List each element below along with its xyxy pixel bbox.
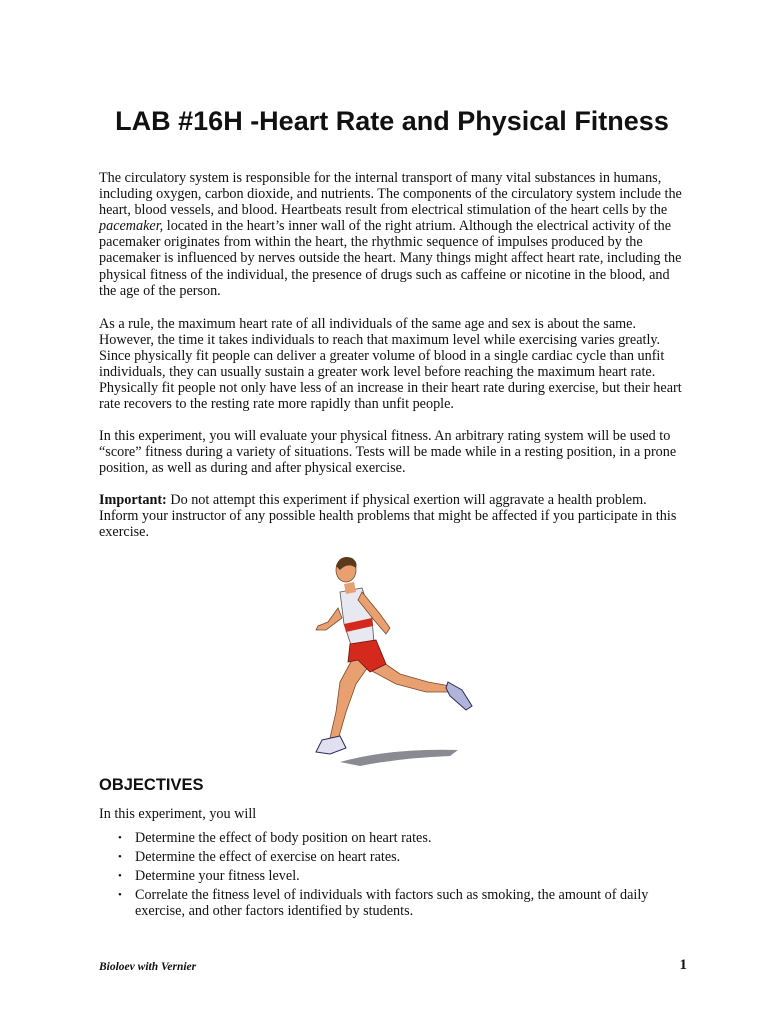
list-item: • Determine the effect of body position on heart rates. [118,830,690,846]
important-notice [99,492,689,540]
runner-neck [344,582,356,594]
page-title: LAB #16H -Heart Rate and Physical Fitness [115,106,669,136]
intro-text-start: The circulatory system is responsible for the internal transport of many vital substances in humans, including oxygen, carbon dioxide, and nutrients. The components of the circulatory system include the heart, blood vessels, and blood. Heartbeats result from electrical stimulation of the heart cells by the [99,170,682,219]
list-item: • Determine the effect of exercise on heart rates. [118,849,690,865]
runner-illustration [300,552,480,772]
experiment-paragraph: In this experiment, you will evaluate your physical fitness. An arbitrary rating system will be used to “score” fitness during a variety of situations. Tests will be made while in a resting position, in a prone position, as well as during and after physical exercise. [99,428,677,477]
runner-front-leg [330,656,370,740]
objectives-heading: OBJECTIVES [99,776,204,794]
runner-rear-shoe [446,682,472,710]
important-text: Do not attempt this experiment if physical exertion will aggravate a health problem. Inform your instructor of any possible health problems that might be affected if you participate in this exercise. [99,492,677,541]
intro-paragraph [99,170,689,299]
intro-text-end: located in the heart’s inner wall of the right atrium. Although the electrical activity of the pacemaker originates from within the heart, the rhythmic sequence of impulses produced by the pacemaker is influenced by nerves outside the heart. Many things might affect heart rate, including the physical fitness of the individual, the presence of drugs such as caffeine or nicotine in the blood, and the age of the person. [99,218,682,299]
pacemaker-term: pacemaker, [99,218,164,235]
runner-front-shoe [316,736,346,754]
objectives-intro: In this experiment, you will [99,806,257,822]
runner-back-arm [316,608,342,630]
list-item: • Determine your fitness level. [118,868,690,884]
page-number: 1 [679,957,687,973]
list-item: • Correlate the fitness level of individuals with factors such as smoking, the amount of daily exercise, and other factors identified by students. [118,887,690,919]
important-label: Important: [99,492,167,508]
max-heart-rate-paragraph: As a rule, the maximum heart rate of all individuals of the same age and sex is about the same. However, the time it takes individuals to reach that maximum level while exercising varies greatly. Since physically fit people can deliver a greater volume of blood in a single cardiac cycle than unfit individuals, they can usually sustain a greater work level before reaching the maximum heart rate. Physically fit people not only have less of an increase in their heart rate during exercise, but their heart rate recovers to the resting rate more rapidly than unfit people. [99,316,682,413]
runner-shirt [340,588,374,648]
runner-shadow [340,750,458,766]
footer-book-title: Bioloev with Vernier [99,961,197,973]
objectives-list [118,830,690,922]
